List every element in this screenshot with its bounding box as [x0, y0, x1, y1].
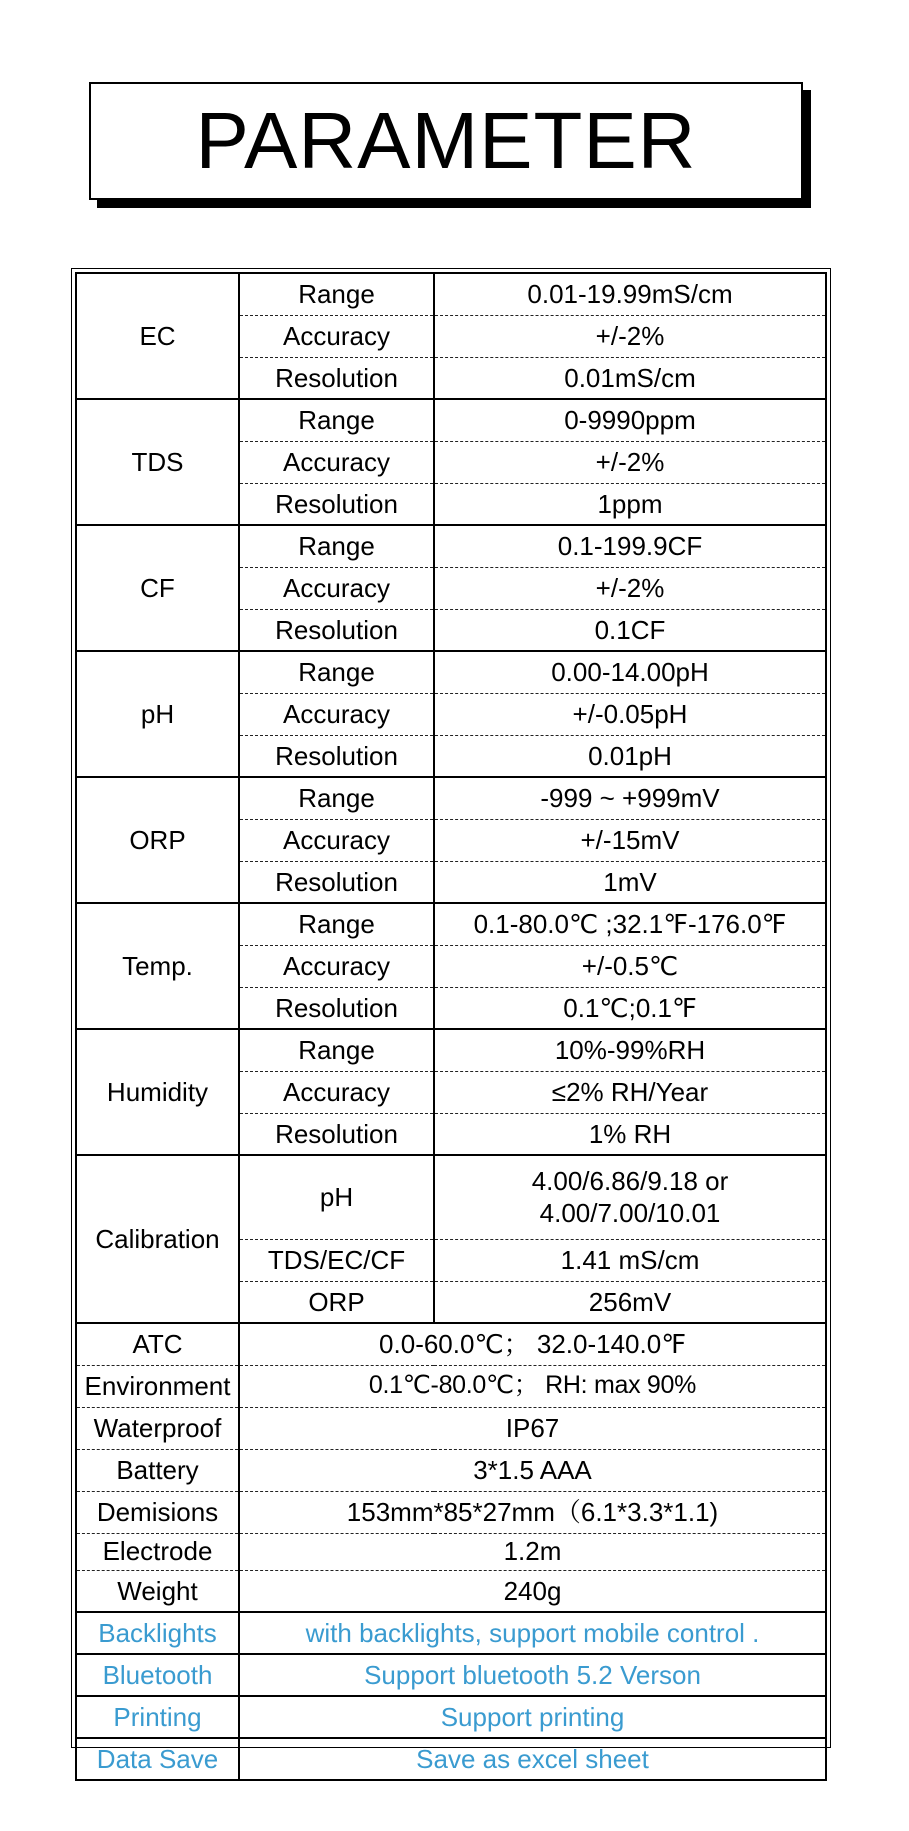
table-row: [76, 1365, 826, 1407]
sub-label: Resolution: [239, 861, 434, 903]
table-row: [76, 1323, 826, 1365]
param-name: ATC: [76, 1323, 239, 1365]
sub-label: Range: [239, 903, 434, 945]
spec-value: 0.1℃-80.0℃； RH: max 90%: [239, 1365, 826, 1407]
sub-label: Resolution: [239, 357, 434, 399]
table-row: [76, 1738, 826, 1780]
table-row: [76, 903, 826, 945]
table-row: [76, 1612, 826, 1654]
param-name: TDS: [76, 399, 239, 525]
feature-value: with backlights, support mobile control .: [239, 1612, 826, 1654]
spec-value: 0.1-199.9CF: [434, 525, 826, 567]
spec-value: [434, 1155, 826, 1239]
sub-label: Resolution: [239, 609, 434, 651]
spec-table-frame: [71, 268, 831, 1774]
table-row: [76, 1491, 826, 1533]
feature-value: Support printing: [239, 1696, 826, 1738]
table-row: [76, 1696, 826, 1738]
sub-label: Range: [239, 273, 434, 315]
param-name: ORP: [76, 777, 239, 903]
sub-label: pH: [239, 1155, 434, 1239]
spec-value: 240g: [239, 1570, 826, 1612]
sub-label: Range: [239, 525, 434, 567]
sub-label: Resolution: [239, 987, 434, 1029]
param-name: CF: [76, 525, 239, 651]
sub-label: Accuracy: [239, 567, 434, 609]
table-row: [76, 273, 826, 315]
param-name: Demisions: [76, 1491, 239, 1533]
sub-label: Accuracy: [239, 1071, 434, 1113]
spec-value-line: 4.00/7.00/10.01: [539, 1198, 721, 1229]
table-row: [76, 1533, 826, 1570]
spec-value: -999 ~ +999mV: [434, 777, 826, 819]
spec-value: 0.01-19.99mS/cm: [434, 273, 826, 315]
table-row: [76, 1155, 826, 1239]
feature-name: Backlights: [76, 1612, 239, 1654]
table-row: [76, 1449, 826, 1491]
feature-name: Bluetooth: [76, 1654, 239, 1696]
param-name: Calibration: [76, 1155, 239, 1323]
sub-label: ORP: [239, 1281, 434, 1323]
spec-value: 1% RH: [434, 1113, 826, 1155]
feature-value: Support bluetooth 5.2 Verson: [239, 1654, 826, 1696]
spec-value: 0-9990ppm: [434, 399, 826, 441]
spec-value: 1ppm: [434, 483, 826, 525]
table-row: [76, 1029, 826, 1071]
table-row: [76, 1407, 826, 1449]
param-name: Battery: [76, 1449, 239, 1491]
table-row: [76, 525, 826, 567]
spec-value: 256mV: [434, 1281, 826, 1323]
param-name: Temp.: [76, 903, 239, 1029]
sub-label: Range: [239, 1029, 434, 1071]
spec-value: 0.1℃;0.1℉: [434, 987, 826, 1029]
param-name: pH: [76, 651, 239, 777]
spec-value: 1.41 mS/cm: [434, 1239, 826, 1281]
sub-label: Accuracy: [239, 693, 434, 735]
feature-name: Data Save: [76, 1738, 239, 1780]
sub-label: Range: [239, 777, 434, 819]
spec-value: 0.0-60.0℃； 32.0-140.0℉: [239, 1323, 826, 1365]
param-name: EC: [76, 273, 239, 399]
spec-value: +/-0.5℃: [434, 945, 826, 987]
spec-value: 10%-99%RH: [434, 1029, 826, 1071]
feature-name: Printing: [76, 1696, 239, 1738]
table-row: [76, 399, 826, 441]
feature-value: Save as excel sheet: [239, 1738, 826, 1780]
spec-value: 1.2m: [239, 1533, 826, 1570]
sub-label: Accuracy: [239, 441, 434, 483]
spec-value: 153mm*85*27mm（6.1*3.3*1.1): [239, 1491, 826, 1533]
sub-label: Range: [239, 399, 434, 441]
sub-label: Accuracy: [239, 819, 434, 861]
table-row: [76, 651, 826, 693]
param-name: Environment: [76, 1365, 239, 1407]
spec-value: ≤2% RH/Year: [434, 1071, 826, 1113]
spec-value: 0.00-14.00pH: [434, 651, 826, 693]
sub-label: Resolution: [239, 483, 434, 525]
param-name: Weight: [76, 1570, 239, 1612]
spec-value: 3*1.5 AAA: [239, 1449, 826, 1491]
sub-label: Resolution: [239, 1113, 434, 1155]
spec-value: 0.01mS/cm: [434, 357, 826, 399]
param-name: Humidity: [76, 1029, 239, 1155]
spec-value: +/-2%: [434, 567, 826, 609]
param-name: Waterproof: [76, 1407, 239, 1449]
sub-label: Accuracy: [239, 945, 434, 987]
spec-value: +/-2%: [434, 315, 826, 357]
spec-value-line: 4.00/6.86/9.18 or: [531, 1165, 729, 1196]
spec-value: 0.1CF: [434, 609, 826, 651]
spec-value: 0.01pH: [434, 735, 826, 777]
table-row: [76, 777, 826, 819]
sub-label: Range: [239, 651, 434, 693]
spec-value: 1mV: [434, 861, 826, 903]
spec-value: +/-0.05pH: [434, 693, 826, 735]
param-name: Electrode: [76, 1533, 239, 1570]
spec-value: 0.1-80.0℃ ;32.1℉-176.0℉: [434, 903, 826, 945]
spec-value: IP67: [239, 1407, 826, 1449]
sub-label: TDS/EC/CF: [239, 1239, 434, 1281]
spec-table: [75, 272, 827, 1781]
table-row: [76, 1570, 826, 1612]
table-row: [76, 1654, 826, 1696]
title-box: [89, 82, 803, 200]
sub-label: Resolution: [239, 735, 434, 777]
page-title: PARAMETER: [195, 96, 697, 185]
spec-value: +/-2%: [434, 441, 826, 483]
spec-value: +/-15mV: [434, 819, 826, 861]
sub-label: Accuracy: [239, 315, 434, 357]
